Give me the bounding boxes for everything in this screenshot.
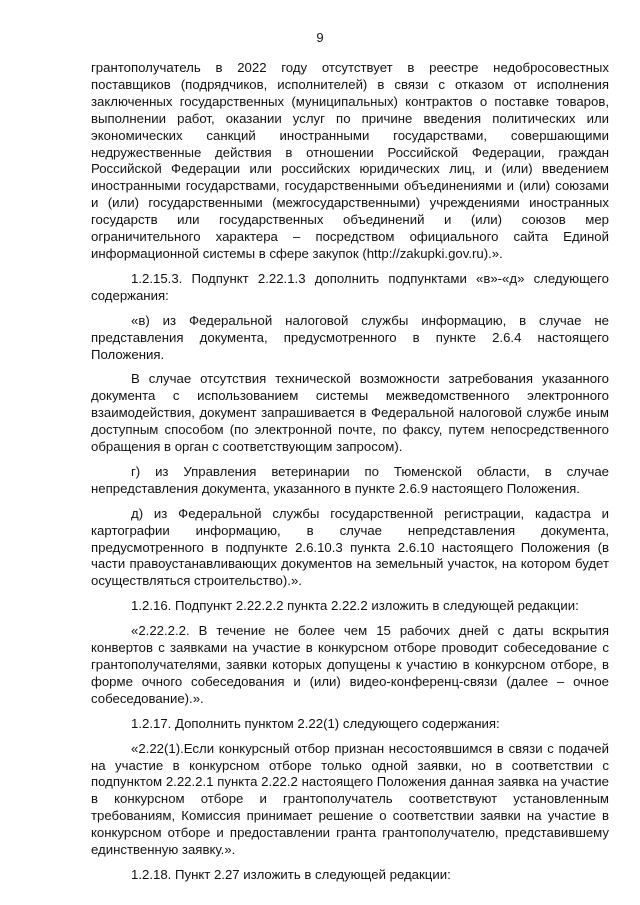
page-number: 9 [316, 30, 324, 45]
paragraph-1-2-15-3: 1.2.15.3. Подпункт 2.22.1.3 дополнить подпунктами «в»-«д» следующего содержания: [91, 270, 609, 303]
document-body [91, 60, 609, 892]
paragraph-continuation: грантополучатель в 2022 году отсутствует в реестре недобросовестных поставщиков (подрядчиков, исполнителей) в связи с отказом от исполнения заключенных государственных (муниципальных) контрактов о поставке товаров, выполнении работ, оказании услуг по причине введения политических или экономических санкций иностранными государствами, совершающими недружественные действия в отношении Российской Федерации, граждан Российской Федерации или российских юридических лиц, и (или) введением иностранными государствами, государственными объединениями и (или) союзами и (или) государственными (межгосударственными) учреждениями иностранных государств или государственных объединений и (или) союзов мер ограничительного характера – посредством официального сайта Единой информационной системы в сфере закупок (http://zakupki.gov.ru).». [91, 60, 609, 261]
paragraph-item-g: г) из Управления ветеринарии по Тюменской области, в случае непредставления документа, указанного в пункте 2.6.9 настоящего Положения. [91, 463, 609, 496]
paragraph-item-v-note: В случае отсутствия технической возможности затребования указанного документа с использованием системы межведомственного электронного взаимодействия, документ запрашивается в Федеральной налоговой службе иным доступным способом (по электронной почте, по факсу, путем непосредственного обращения в орган с соответствующим запросом). [91, 371, 609, 455]
paragraph-item-v: «в) из Федеральной налоговой службы информацию, в случае не представления документа, предусмотренного в пункте 2.6.4 настоящего Положения. [91, 312, 609, 362]
paragraph-1-2-17: 1.2.17. Дополнить пунктом 2.22(1) следующего содержания: [131, 715, 500, 731]
paragraph-item-d: д) из Федеральной службы государственной регистрации, кадастра и картографии информацию, в случае непредставления документа, предусмотренного в подпункте 2.6.10.3 пункта 2.6.10 настоящего Положения (в части правоустанавливающих документов на земельный участок, на котором будет осуществляться строительство).». [91, 505, 609, 589]
paragraph-2-22-2-2: «2.22.2.2. В течение не более чем 15 рабочих дней с даты вскрытия конвертов с заявками на участие в конкурсном отборе проводит собеседование с грантополучателями, заявки которых допущены к участию в конкурсном отборе, в форме очного собеседования и (или) видео-конференц-связи (далее – очное собеседование).». [91, 623, 609, 706]
paragraph-2-22-1: «2.22(1).Если конкурсный отбор признан несостоявшимся в связи с подачей на участие в конкурсном отборе только одной заявки, но в соответствии с подпунктом 2.22.2.1 пункта 2.22.2 настоящего Положения данная заявка на участие в конкурсном отборе и грантополучатель соответствуют установленным требованиям, Комиссия принимает решение о соответствии заявки на участие в конкурсном отборе и предоставлении гранта грантополучателю, представившему единственную заявку.». [91, 740, 609, 858]
paragraph-1-2-16: 1.2.16. Подпункт 2.22.2.2 пункта 2.22.2 изложить в следующей редакции: [131, 598, 579, 614]
paragraph-1-2-18: 1.2.18. Пункт 2.27 изложить в следующей редакции: [131, 866, 451, 882]
